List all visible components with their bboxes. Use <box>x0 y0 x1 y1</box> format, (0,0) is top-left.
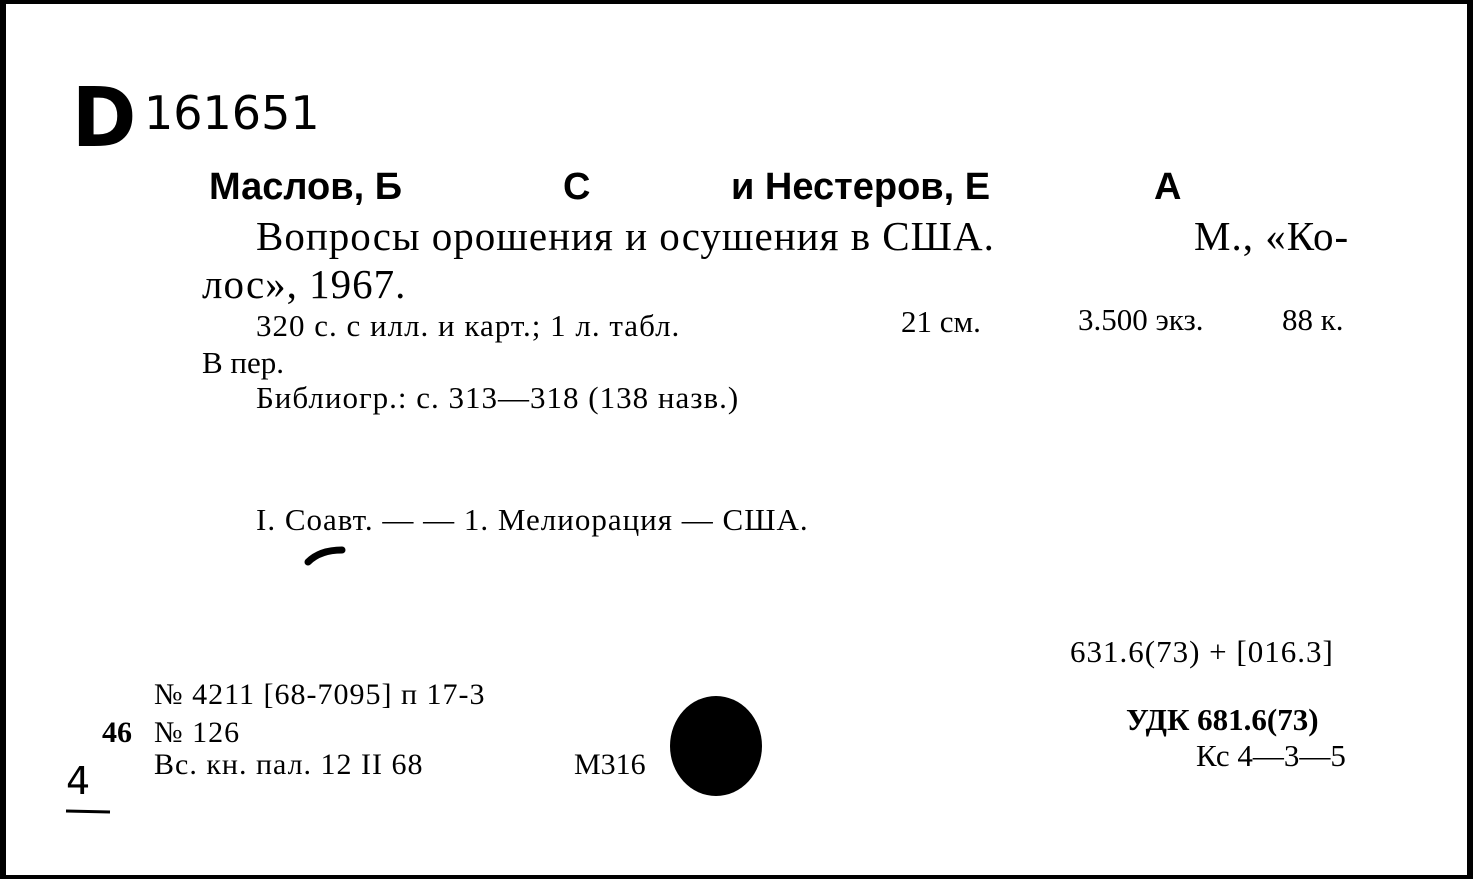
udc: УДК 681.6(73) <box>1126 702 1319 737</box>
title-line-2: лос», 1967. <box>202 261 407 307</box>
kc-code: Кс 4—3—5 <box>1196 738 1346 773</box>
number-line: № 126 <box>154 716 241 749</box>
underline-mark <box>304 542 348 566</box>
hand-mark-underline <box>62 804 114 818</box>
tracings: I. Соавт. — — 1. Мелиорация — США. <box>256 502 809 537</box>
binding: В пер. <box>202 345 285 380</box>
author-2: и Нестеров, Е <box>731 166 991 208</box>
left-number: 46 <box>102 716 132 749</box>
order-line: № 4211 [68-7095] п 17-3 <box>154 678 486 711</box>
physical-pages: 320 с. с илл. и карт.; 1 л. табл. <box>256 308 681 343</box>
punch-hole <box>670 696 762 796</box>
bibliography: Библиогр.: с. 313—318 (138 назв.) <box>256 380 740 415</box>
title-line-1: Вопросы орошения и осушения в США. <box>256 213 995 259</box>
physical-size: 21 см. <box>901 304 981 339</box>
printing-line: Вс. кн. пал. 12 II 68 <box>154 748 424 781</box>
physical-price: 88 к. <box>1282 302 1344 337</box>
publisher-part-1: М., «Ко- <box>1194 213 1350 259</box>
author-1-initial: С <box>563 166 591 208</box>
catalog-card <box>6 4 1467 875</box>
call-number-digits: 161651 <box>144 86 320 140</box>
author-2-initial: А <box>1154 166 1182 208</box>
author-1: Маслов, Б <box>209 166 403 208</box>
physical-copies: 3.500 экз. <box>1078 302 1204 337</box>
classification: 631.6(73) + [016.3] <box>1070 634 1334 669</box>
code: М316 <box>574 748 646 781</box>
call-number-letter: D <box>71 71 137 166</box>
hand-mark: 4 <box>66 759 91 803</box>
